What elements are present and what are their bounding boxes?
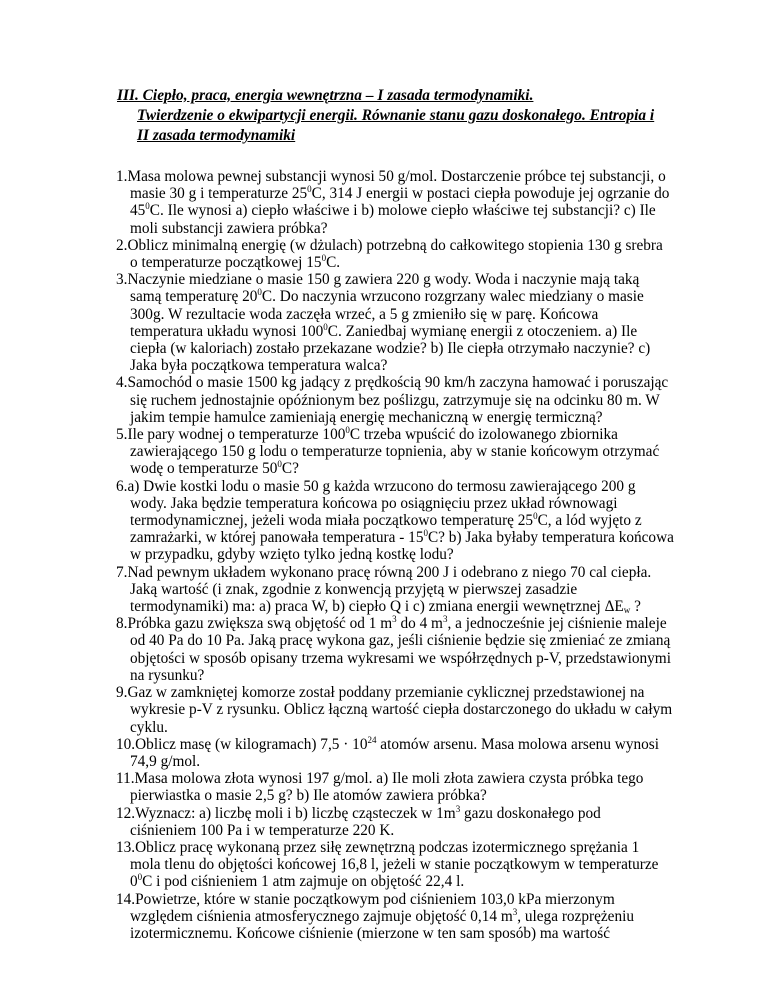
problem-line: $45^0C$. Ile wynosi a) ciepło właściwe i b) molowe ciepło właściwe tej substancji? c) Ile: [130, 201, 656, 220]
problem-line: 1.Masa molowa pewnej substancji wynosi 50 g/mol. Dostarczenie próbce tej substancji, o: [116, 168, 666, 185]
problem-line: mola tlenu do objętości końcowej 16,8 l, jeżeli w stanie początkowym w temperaturze: [130, 856, 659, 874]
problem-line: cyklu.: [130, 718, 168, 736]
problem-line: 6.a) Dwie kostki lodu o masie 50 g każda wrzucono do termosu zawierającego 200 g: [116, 477, 636, 495]
problem-line: 4.Samochód o masie 1500 kg jadący z prędkością 90 km/h zaczyna hamować i poruszając: [116, 374, 669, 392]
problem-line: 11.Masa molowa złota wynosi 197 g/mol. a) Ile moli złota zawiera czysta próbka tego: [116, 770, 644, 788]
problem-line: ciśnieniem 100 Pa i w temperaturze 220 K.: [130, 821, 395, 839]
problem-item: [116, 478, 756, 564]
problem-line: izotermicznemu. Końcowe ciśnienie (mierzone w ten sam sposób) ma wartość: [130, 924, 610, 942]
problem-line: jakim tempie hamulce zamieniają energię mechaniczną w energię termiczną?: [130, 408, 603, 426]
problem-item: [116, 168, 756, 237]
problem-item: [116, 770, 756, 804]
problem-line: się ruchem jednostajnie opóźnionym bez poślizgu, zatrzymuje się na odcinku 80 m. W: [130, 391, 660, 409]
problem-line: 9.Gaz w zamkniętej komorze został poddany przemianie cyklicznej przedstawionej na: [116, 684, 645, 702]
problem-line: 12.Wyznacz: a) liczbę moli i b) liczbę cząsteczek w $1m^3$ gazu doskonałego pod: [116, 803, 601, 822]
problem-line: ciepła (w kaloriach) zostało przekazane wodzie? b) Ile ciepła otrzymało naczynie? c): [130, 340, 651, 358]
problem-line: samą temperaturę $20^0C$. Do naczynia wrzucono rozgrzany walec miedziany o masie: [130, 287, 644, 306]
problem-line: 7.Nad pewnym układem wykonano pracę równą 200 J i odebrano z niego 70 cal ciepła.: [116, 563, 652, 581]
section-heading: [117, 86, 737, 146]
problem-line: pierwiastka o masie 2,5 g? b) Ile atomów zawiera próbka?: [130, 787, 487, 805]
problem-line: zawierającego 150 g lodu o temperaturze topnienia, aby w stanie końcowym otrzymać: [130, 443, 660, 461]
problem-item: [116, 374, 756, 426]
problem-item: [116, 684, 756, 736]
problem-line: 5.Ile pary wodnej o temperaturze $100^0C$ trzeba wpuścić do izolowanego zbiornika: [116, 425, 618, 444]
problem-line: od 40 Pa do 10 Pa. Jaką pracę wykona gaz, jeśli ciśnienie będzie się zmieniać ze zmianą: [130, 632, 671, 650]
problem-line: wody. Jaka będzie temperatura końcowa po osiągnięciu przez układ równowagi: [130, 494, 618, 512]
problem-line: $0^0C$ i pod ciśnieniem 1 atm zajmuje on objętość 22,4 l.: [130, 872, 465, 891]
heading-line: III. Ciepło, praca, energia wewnętrzna – I zasada termodynamiki.: [117, 87, 534, 104]
problem-item: [116, 564, 756, 616]
problem-line: termodynamiki) ma: a) praca W, b) ciepło Q i c) zmiana energii wewnętrznej $\Delta E_w$ ?: [130, 598, 641, 616]
problem-item: [116, 271, 756, 374]
problem-line: 14.Powietrze, które w stanie początkowym pod ciśnieniem 103,0 kPa mierzonym: [116, 890, 615, 908]
problem-line: 13.Oblicz pracę wykonaną przez siłę zewnętrzną podczas izotermicznego sprężania 1: [116, 838, 640, 856]
problem-line: wykresie p-V z rysunku. Oblicz łączną wartość ciepła dostarczonego do układu w całym: [130, 701, 673, 719]
problem-item: [116, 736, 756, 770]
problem-item: [116, 237, 756, 271]
problem-list: [116, 168, 756, 942]
problem-line: 8.Próbka gazu zwiększa swą objętość od 1 $m^3$ do 4 $m^3$, a jednocześnie jej ciśnienie maleje: [116, 614, 667, 633]
problem-line: temperatura układu wynosi $100^0C$. Zaniedbaj wymianę energii z otoczeniem. a) Ile: [130, 321, 638, 340]
problem-line: o temperaturze początkowej $15^0C$.: [130, 253, 341, 272]
problem-line: 300g. W rezultacie woda zaczęła wrzeć, a 5 g zmieniło się w parę. Końcowa: [130, 305, 599, 323]
problem-line: objętości w sposób opisany trzema wykresami we współrzędnych p-V, przedstawionymi: [130, 649, 671, 667]
problem-line: względem ciśnienia atmosferycznego zajmuje objętość 0,14 $m^3$, ulega rozprężeniu: [130, 906, 635, 925]
heading-line: II zasada termodynamiki: [137, 127, 296, 144]
heading-line: Twierdzenie o ekwipartycji energii. Równanie stanu gazu doskonałego. Entropia i: [137, 107, 655, 124]
problem-line: Jaką wartość (i znak, zgodnie z konwencją przyjętą w pierwszej zasadzie: [130, 580, 578, 598]
problem-line: masie 30 g i temperaturze $25^0C$, 314 J energii w postaci ciepła powoduje jej ogrzanie do: [130, 184, 670, 203]
problem-line: na rysunku?: [130, 666, 205, 684]
problem-line: 10.Oblicz masę (w kilogramach) $7,5 \cdot 10^{24}$ atomów arsenu. Masa molowa arsenu wynosi: [116, 734, 659, 753]
problem-line: wodę o temperaturze $50^0C$?: [130, 459, 299, 478]
problem-item: [116, 839, 756, 891]
problem-line: termodynamicznej, jeżeli woda miała początkowo temperaturę $25^0C$, a lód wyjęto z: [130, 511, 642, 530]
problem-line: Jaka była początkowa temperatura walca?: [130, 357, 388, 375]
problem-item: [116, 805, 756, 839]
problem-line: w przypadku, gdyby wzięto tylko jedną kostkę lodu?: [130, 546, 454, 564]
problem-line: zamrażarki, w której panowała temperatura - $15^0C$? b) Jaka byłaby temperatura końcowa: [130, 528, 674, 547]
problem-item: [116, 426, 756, 478]
problem-line: 3.Naczynie miedziane o masie 150 g zawiera 220 g wody. Woda i naczynie mają taką: [116, 271, 640, 289]
problem-line: 2.Oblicz minimalną energię (w dżulach) potrzebną do całkowitego stopienia 130 g srebra: [116, 236, 663, 254]
problem-line: moli substancji zawiera próbka?: [130, 219, 328, 237]
problem-item: [116, 891, 756, 943]
problem-line: 74,9 g/mol.: [130, 752, 201, 770]
problem-item: [116, 615, 756, 684]
